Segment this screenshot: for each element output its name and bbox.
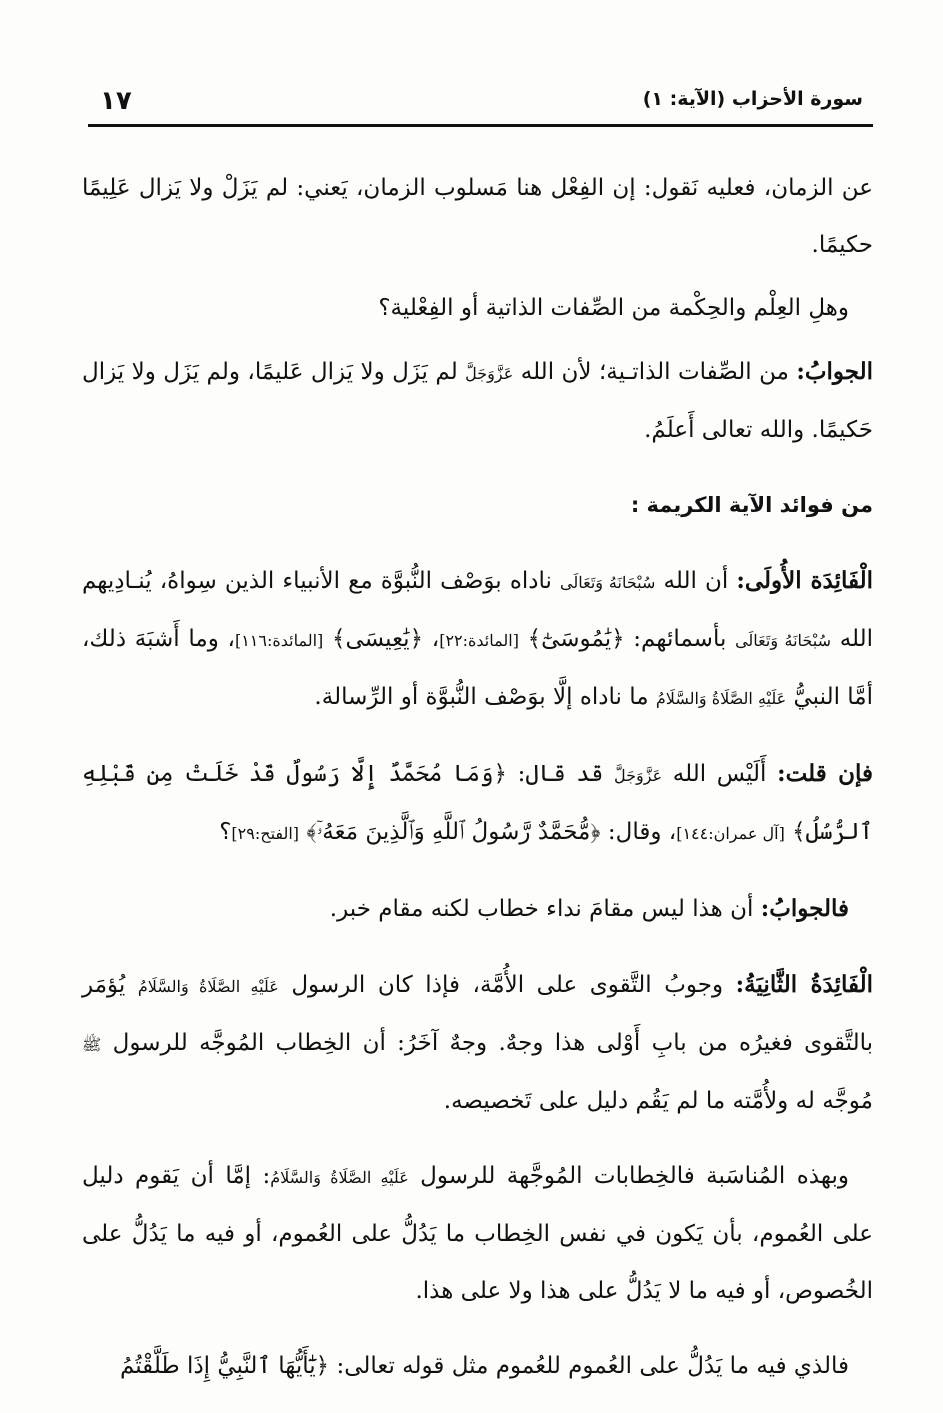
reply-lead: فالجوابُ:	[760, 895, 849, 922]
page-number: ١٧	[100, 86, 132, 116]
objection-text-c: ، وقال: ﴿مُّحَمَّدٌ رَّسُولُ ٱللَّهِ وَٱلَّذِينَ مَعَهُۥٓ﴾	[306, 819, 677, 845]
running-title: سورة الأحزاب (الآية: ١)	[642, 88, 863, 110]
honorific: عَزَّوَجَلَّ	[614, 766, 663, 785]
honorific: عَزَّوَجَلَّ	[465, 364, 514, 383]
benefit-two-text-b: يُؤمَر بالتَّقوى فغيرُه من بابِ أَوْلى هذا وجهٌ. وجهٌ آخَرُ: أن الخِطاب المُوجَّه للرسول	[82, 972, 873, 1056]
benefit-two-text-a: وجوبُ التَّقوى على الأُمَّة، فإذا كان الرسول	[291, 972, 724, 998]
honorific: عَلَيْهِ الصَّلَاةُ وَالسَّلَامُ	[270, 1168, 409, 1187]
honorific: عَلَيْهِ الصَّلَاةُ وَالسَّلَامُ	[137, 977, 279, 996]
paragraph-benefit-two	[82, 956, 873, 1130]
benefit-one-text-b: ناداه بوَصْف النُّبوَّة مع الأنبياء الذين سِواهُ، يُنـادِيهم الله	[82, 568, 874, 652]
verse-reference: [الفتح:٢٩]	[231, 824, 300, 843]
paragraph-generality: فالذي فيه ما يَدُلُّ على العُموم للعُموم مثل قوله تعالى: ﴿يَٰٓأَيُّهَا ٱلنَّبِيُّ إِذَا طَلَّقْتُمُ	[119, 1353, 849, 1379]
honorific: عَلَيْهِ الصَّلَاةُ وَالسَّلَامُ	[655, 689, 787, 708]
benefit-two-text-c: مُوجَّه له ولأُمَّته ما لم يَقُم دليل على تَخصيصه.	[443, 1088, 873, 1114]
section-heading: من فوائد الآية الكريمة :	[630, 493, 873, 517]
verse-reference: [المائدة:١١٦]	[234, 631, 324, 650]
benefit-one-text-c: بأسمائهم: ﴿يَٰمُوسَىٰٓ﴾	[527, 626, 727, 652]
answer-text-a: من الصِّفات الذاتـية؛ لأن الله	[520, 359, 789, 385]
objection-lead: فإن قلت:	[777, 760, 874, 787]
answer-lead: الجوابُ:	[796, 358, 874, 385]
paragraph-question: وهلِ العِلْم والحِكْمة من الصِّفات الذاتية أو الفِعْلية؟	[378, 295, 849, 321]
addresses-text-b: : إمَّا أن يَقوم دليل على العُموم، بأن يَكون في نفس الخِطاب ما يَدُلُّ على العُموم، أو فيه ما يَدُلُّ على الخُصوص، أو فيه ما لا يَدُلُّ على هذا ولا على هذا.	[82, 1163, 873, 1304]
honorific: سُبْحَانَهُ وَتَعَالَى	[735, 631, 831, 650]
objection-text-b: قد قال: ﴿وَمَا مُحَمَّدٌ إِلَّا رَسُولٌ قَدْ خَلَتْ مِن قَبْلِهِ ٱلرُّسُلُ﴾	[82, 761, 873, 845]
objection-text-a: أَلَيْس الله	[672, 761, 767, 787]
paragraph-objection	[82, 745, 873, 862]
answer-text-b: لم يَزَل ولا يَزال عَليمًا، ولم يَزَل ولا يَزال حَكيمًا. والله تعالى أَعلَمُ.	[82, 359, 873, 443]
page-body	[82, 160, 873, 1413]
reply-text: أن هذا ليس مقامَ نداء خطاب لكنه مقام خبر.	[329, 896, 754, 922]
benefit-two-lead: الْفَائِدَةُ الثَّانِيَةُ:	[735, 971, 874, 998]
benefit-one-text-a: أن الله	[663, 568, 729, 594]
verse-reference: [آل عمران:١٤٤]	[676, 824, 785, 843]
paragraph-addresses	[82, 1148, 873, 1320]
objection-text-d: ؟	[219, 819, 232, 845]
paragraph-reply	[82, 880, 873, 938]
benefit-one-lead: الْفَائِدَة الأُولَى:	[736, 567, 874, 594]
verse-reference: [المائدة:٢٢]	[439, 631, 519, 650]
addresses-text-a: وبهذه المُناسَبة فالخِطابات المُوجَّهة للرسول	[420, 1163, 849, 1189]
page-header	[100, 80, 863, 120]
paragraph-continuation: عن الزمان، فعليه نَقول: إن الفِعْل هنا مَسلوب الزمان، يَعني: لم يَزَلْ ولا يَزال عَلِيمًا حكيمًا.	[82, 175, 873, 258]
honorific: ﷺ	[82, 1035, 102, 1054]
header-rule	[88, 124, 873, 127]
benefit-one-text-d: ، ﴿يَٰعِيسَى﴾	[331, 626, 440, 652]
honorific: سُبْحَانَهُ وَتَعَالَى	[560, 573, 656, 592]
paragraph-benefit-one	[82, 552, 873, 727]
benefit-one-text-f: ما ناداه إلَّا بوَصْف النُّبوَّة أو الرِّسالة.	[314, 684, 649, 710]
benefit-one-text-e: ، وما أَشبَهَ ذلك، أمَّا النبيُّ	[82, 626, 873, 710]
paragraph-answer	[82, 343, 873, 459]
